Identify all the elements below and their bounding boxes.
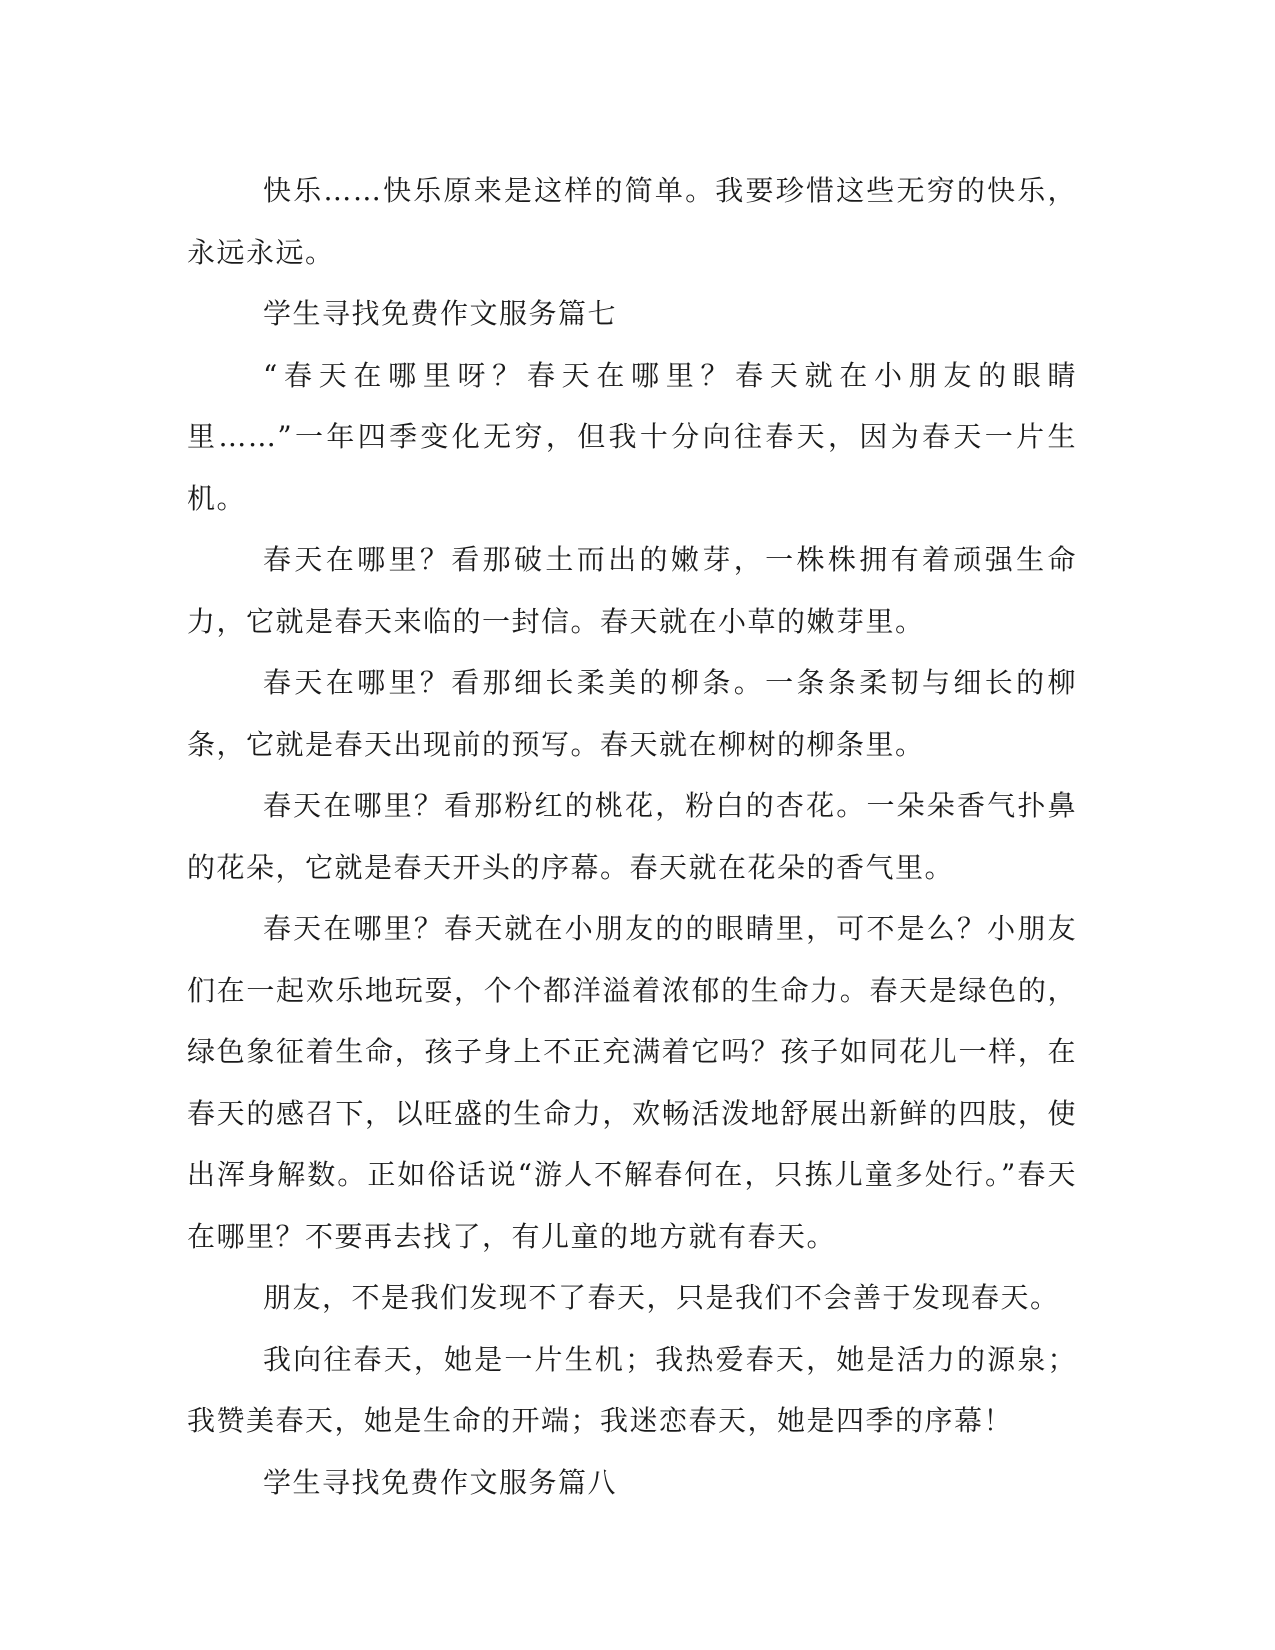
document-body [187, 160, 1077, 1513]
paragraph: 我向往春天，她是一片生机；我热爱春天，她是活力的源泉；我赞美春天，她是生命的开端；我迷恋春天，她是四季的序幕！ [187, 1342, 1077, 1437]
paragraph-continued: 快乐……快乐原来是这样的简单。我要珍惜这些无穷的快乐，永远永远。 [187, 174, 1077, 269]
paragraph: 春天在哪里？看那粉红的桃花，粉白的杏花。一朵朵香气扑鼻的花朵，它就是春天开头的序幕。春天就在花朵的香气里。 [187, 789, 1077, 884]
paragraph: 春天在哪里？看那破土而出的嫩芽，一株株拥有着顽强生命力，它就是春天来临的一封信。春天就在小草的嫩芽里。 [187, 543, 1077, 638]
section-heading-8: 学生寻找免费作文服务篇八 [263, 1465, 618, 1499]
paragraph: 春天在哪里？看那细长柔美的柳条。一条条柔韧与细长的柳条，它就是春天出现前的预写。春天就在柳树的柳条里。 [187, 666, 1077, 761]
paragraph: “春天在哪里呀？春天在哪里？春天就在小朋友的眼睛里……”一年四季变化无穷，但我十分向往春天，因为春天一片生机。 [187, 358, 1077, 515]
section-heading-7: 学生寻找免费作文服务篇七 [263, 297, 618, 330]
paragraph: 春天在哪里？春天就在小朋友的的眼睛里，可不是么？小朋友们在一起欢乐地玩耍，个个都洋溢着浓郁的生命力。春天是绿色的，绿色象征着生命，孩子身上不正充满着它吗？孩子如同花儿一样，在春天的感召下，以旺盛的生命力，欢畅活泼地舒展出新鲜的四肢，使出浑身解数。正如俗话说“游人不解春何在，只拣儿童多处行。”春天在哪里？不要再去找了，有儿童的地方就有春天。 [187, 912, 1077, 1253]
paragraph: 朋友，不是我们发现不了春天，只是我们不会善于发现春天。 [263, 1281, 1060, 1314]
